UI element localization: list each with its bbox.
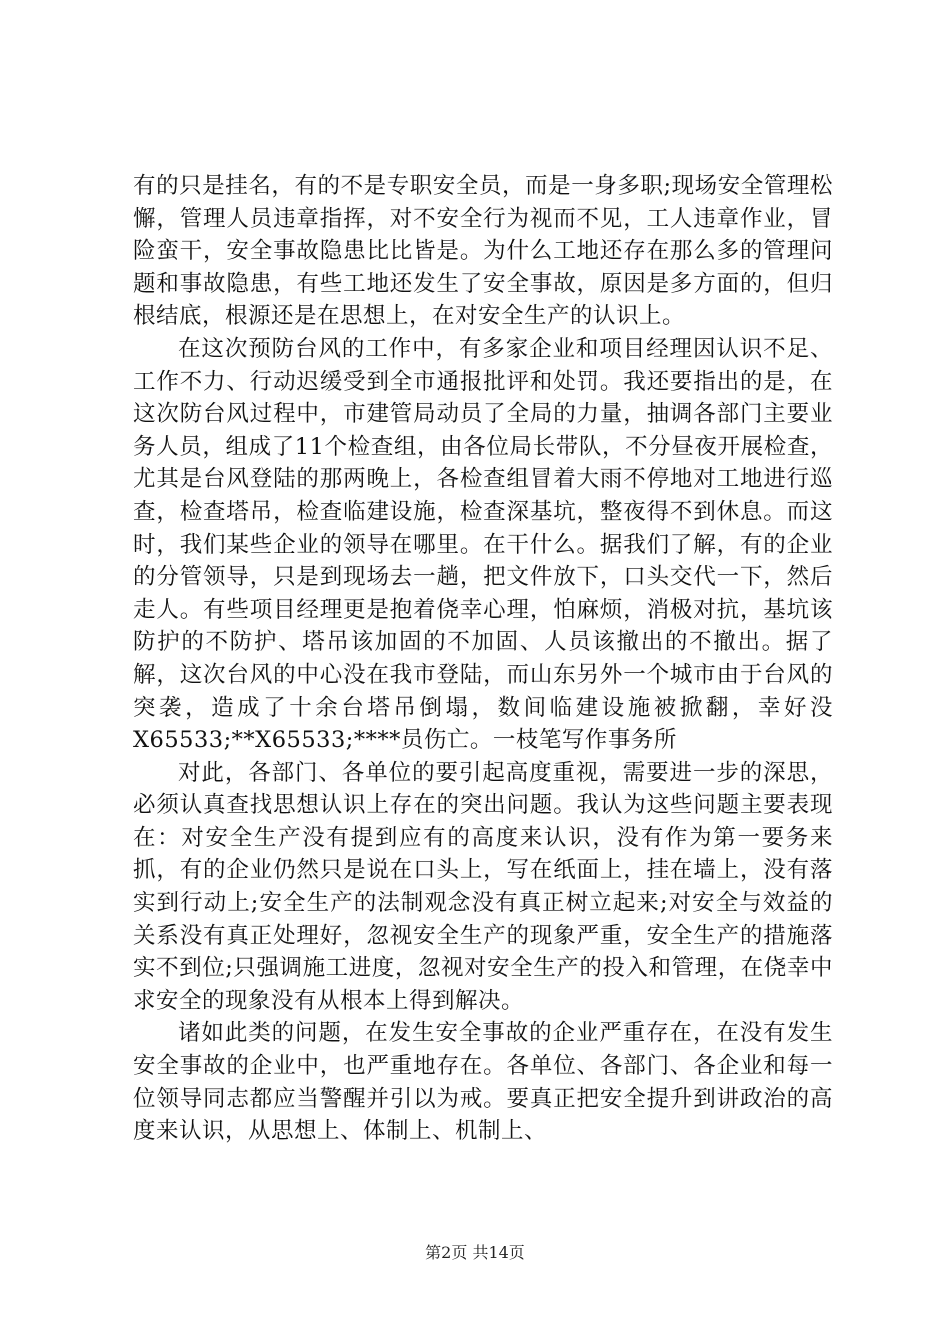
paragraph-1: 有的只是挂名，有的不是专职安全员，而是一身多职;现场安全管理松懈，管理人员违章指挥，对不安全行为视而不见，工人违章作业，冒险蛮干，安全事故隐患比比皆是。为什么工地还存在那么多的管理问题和事故隐患，有些工地还发生了安全事故，原因是多方面的，但归根结底，根源还是在思想上，在对安全生产的认识上。 bbox=[133, 173, 833, 330]
paragraph-4: 诸如此类的问题，在发生安全事故的企业严重存在，在没有发生安全事故的企业中，也严重地存在。各单位、各部门、各企业和每一位领导同志都应当警醒并引以为戒。要真正把安全提升到讲政治的高度来认识，从思想上、体制上、机制上、 bbox=[133, 1020, 833, 1145]
body-text bbox=[133, 170, 833, 1148]
paragraph-2: 在这次预防台风的工作中，有多家企业和项目经理因认识不足、工作不力、行动迟缓受到全市通报批评和处罚。我还要指出的是，在这次防台风过程中，市建管局动员了全局的力量，抽调各部门主要业务人员，组成了11个检查组，由各位局长带队，不分昼夜开展检查，尤其是台风登陆的那两晚上，各检查组冒着大雨不停地对工地进行巡查，检查塔吊，检查临建设施，检查深基坑，整夜得不到休息。而这时，我们某些企业的领导在哪里。在干什么。据我们了解，有的企业的分管领导，只是到现场去一趟，把文件放下，口头交代一下，然后走人。有些项目经理更是抱着侥幸心理，怕麻烦，消极对抗，基坑该防护的不防护、塔吊该加固的不加固、人员该撤出的不撤出。据了解，这次台风的中心没在我市登陆，而山东另外一个城市由于台风的突袭，造成了十余台塔吊倒塌，数间临建设施被掀翻，幸好没X65533;**X65533;****员伤亡。一枝笔写作事务所 bbox=[133, 335, 833, 754]
paragraph-3: 对此，各部门、各单位的要引起高度重视，需要进一步的深思，必须认真查找思想认识上存在的突出问题。我认为这些问题主要表现在：对安全生产没有提到应有的高度来认识，没有作为第一要务来抓，有的企业仍然只是说在口头上，写在纸面上，挂在墙上，没有落实到行动上;安全生产的法制观念没有真正树立起来;对安全与效益的关系没有真正处理好，忽视安全生产的现象严重，安全生产的措施落实不到位;只强调施工进度，忽视对安全生产的投入和管理，在侥幸中求安全的现象没有从根本上得到解决。 bbox=[133, 759, 833, 1014]
page-number-footer: 第2页 共14页 bbox=[425, 1243, 525, 1262]
